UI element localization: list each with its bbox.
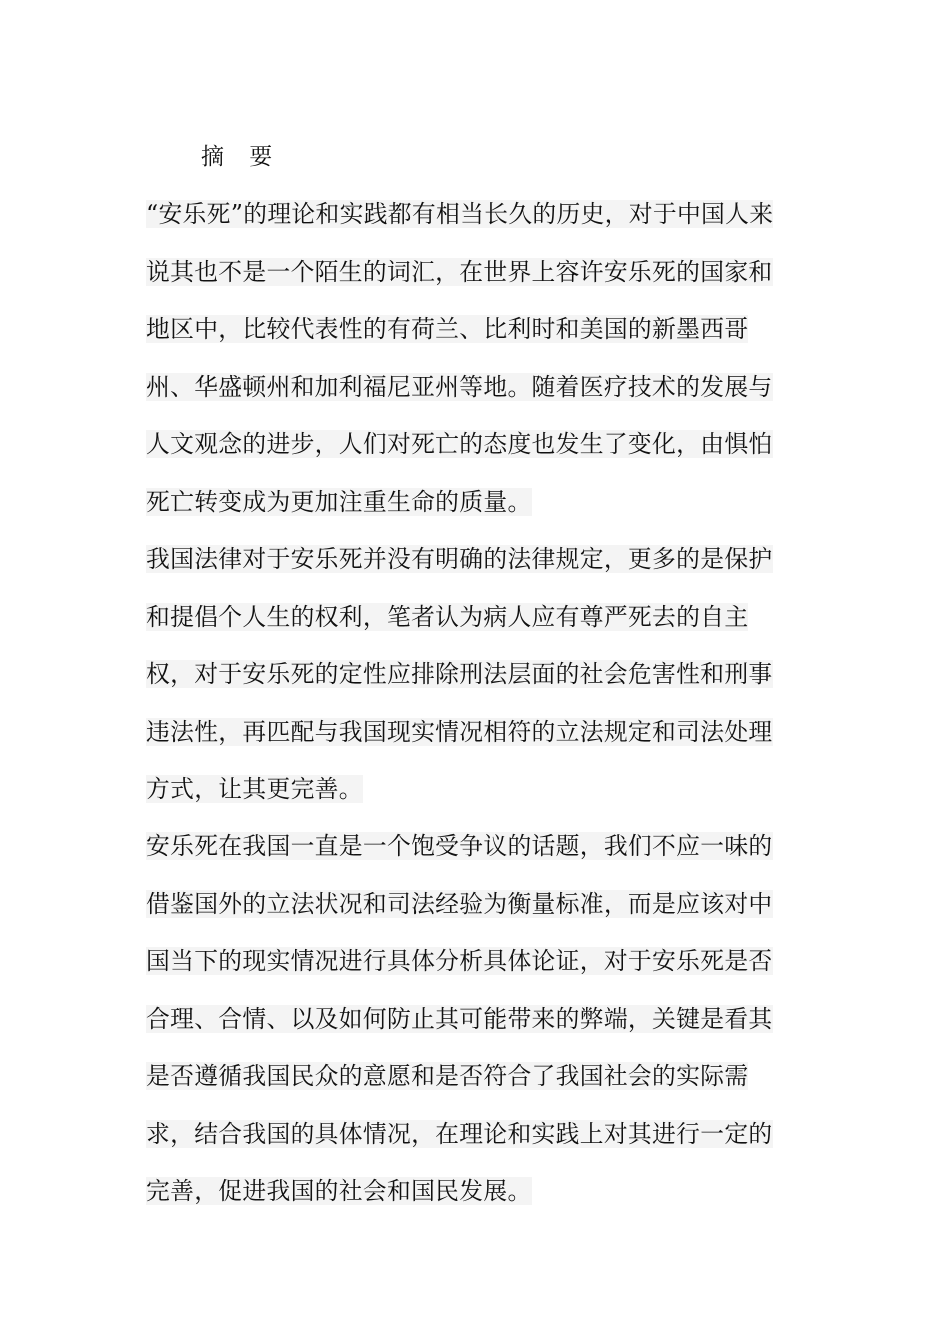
paragraph-text: 安乐死在我国一直是一个饱受争议的话题，我们不应一味的借鉴国外的立法状况和司法经验为衡量标准，而是应该对中国当下的现实情况进行具体分析具体论证，对于安乐死是否合理、合情、以及如何防止其可能带来的弊端，关键是看其是否遵循我国民众的意愿和是否符合了我国社会的实际需求，结合我国的具体情况，在理论和实践上对其进行一定的完善，促进我国的社会和国民发展。 bbox=[146, 832, 773, 1205]
abstract-paragraph-1 bbox=[146, 186, 786, 531]
abstract-paragraph-2 bbox=[146, 531, 786, 819]
paragraph-text: 我国法律对于安乐死并没有明确的法律规定，更多的是保护和提倡个人生的权利，笔者认为病人应有尊严死去的自主权，对于安乐死的定性应排除刑法层面的社会危害性和刑事违法性，再匹配与我国现实情况相符的立法规定和司法处理方式，让其更完善。 bbox=[146, 545, 773, 803]
abstract-title: 摘 要 bbox=[201, 144, 282, 170]
abstract-paragraph-3 bbox=[146, 818, 786, 1221]
paragraph-text: “安乐死”的理论和实践都有相当长久的历史，对于中国人来说其也不是一个陌生的词汇，在世界上容许安乐死的国家和地区中，比较代表性的有荷兰、比利时和美国的新墨西哥州、华盛顿州和加利福尼亚州等地。随着医疗技术的发展与人文观念的进步，人们对死亡的态度也发生了变化，由惧怕死亡转变成为更加注重生命的质量。 bbox=[146, 200, 774, 516]
